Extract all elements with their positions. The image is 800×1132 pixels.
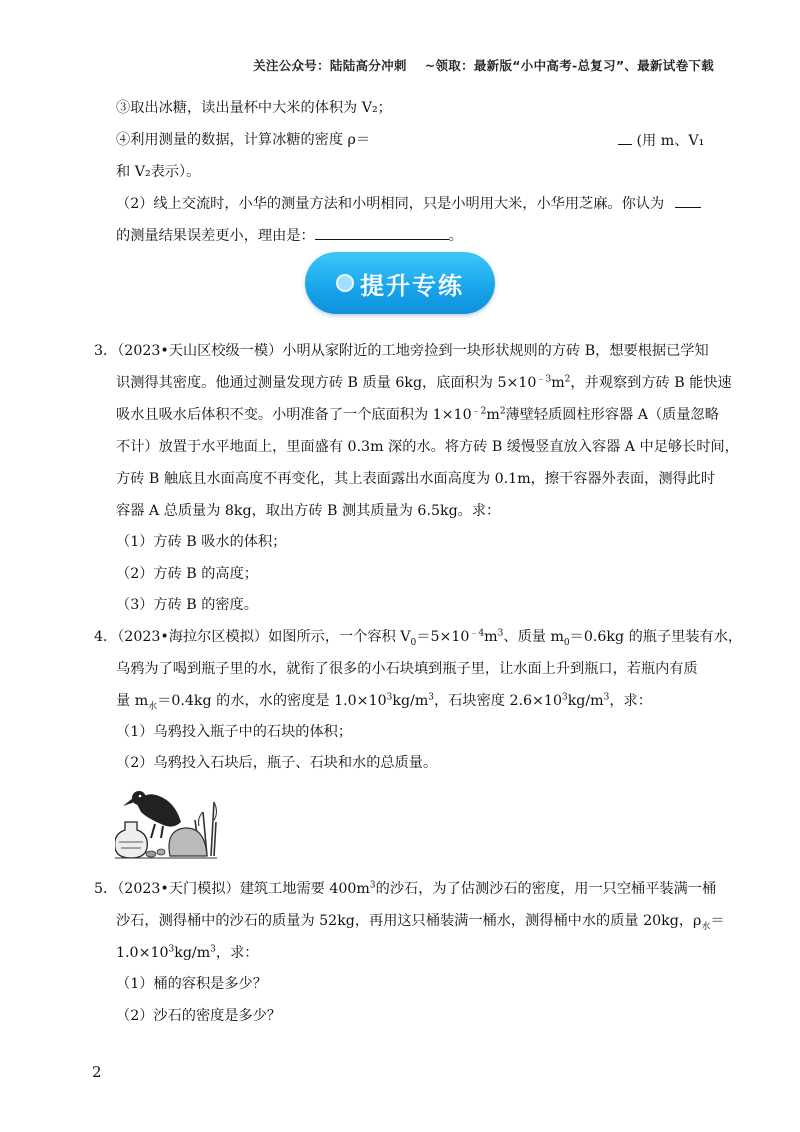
q4-sub2: （2）乌鸦投入石块后，瓶子、石块和水的总质量。 <box>116 755 438 771</box>
q3-sub1: （1）方砖 B 吸水的体积； <box>116 534 287 550</box>
q3-line5: 方砖 B 触底且水面高度不再变化，其上表面露出水面高度为 0.1m，擦干容器外表面，测得此时 <box>116 471 716 487</box>
bubble-icon <box>336 274 354 292</box>
q4-line1: 4．（2023•海拉尔区模拟）如图所示，一个容积 $V_0=5\times 10^{﹣4}m^3$、质量 $m_0=0.6kg$ 的瓶子里装有水， <box>94 628 743 648</box>
header-left: 关注公众号：陆陆高分冲刺 <box>253 58 407 73</box>
answer-blank[interactable] <box>618 130 632 145</box>
answer-blank[interactable] <box>675 193 701 208</box>
q5-line2: 沙石，测得桶中的沙石的质量为 52kg，再用这只桶装满一桶水，测得桶中水的质量 20kg，$\rho_水=$ <box>116 913 725 932</box>
q3-line6: 容器 A 总质量为 8kg，取出方砖 B 测其质量为 6.5kg。求： <box>116 503 501 519</box>
header-right: ~领取：最新版“小中高考-总复习”、最新试卷下载 <box>424 58 714 73</box>
q3-line1: 3．（2023•天山区校级一模）小明从家附近的工地旁捡到一块形状规则的方砖 B，想要根据已学知 <box>94 343 709 359</box>
q3-line4: 不计）放置于水平地面上，里面盛有 0.3m 深的水。将方砖 B 缓慢竖直放入容器 A 中足够长时间， <box>116 439 739 455</box>
q5-line1: 5．（2023•天门模拟）建筑工地需要 $400m^3$的沙石，为了估测沙石的密度，用一只空桶平装满一桶 <box>94 880 717 897</box>
q3-line3: 吸水且吸水后体积不变。小明准备了一个底面积为 $1\times 10^{﹣2}m^2$薄壁轻质圆柱形容器 A（质量忽略 <box>116 406 719 423</box>
crow-bottle-illustration <box>115 772 217 860</box>
banner-title: 提升专练 <box>360 271 464 300</box>
q3-line2: 识测得其密度。他通过测量发现方砖 B 质量 6kg，底面积为 $5\times 10^{﹣3}m^2$，并观察到方砖 B 能快速 <box>116 374 732 391</box>
q3-sub3: （3）方砖 B 的密度。 <box>116 597 258 613</box>
prev-part2-cont: 的测量结果误差更小，理由是： 。 <box>116 225 463 246</box>
q3-sub2: （2）方砖 B 的高度； <box>116 566 258 582</box>
q5-line3: $1.0\times 10^3kg/m^3$，求： <box>116 944 259 961</box>
q4-line3: 量 $m_水=0.4kg$ 的水，水的密度是 $1.0\times 10^3kg/m^3$，石块密度 $2.6\times 10^3kg/m^3$，求： <box>116 692 652 712</box>
q4-sub1: （1）乌鸦投入瓶子中的石块的体积； <box>116 724 353 740</box>
prev-step4: ④利用测量的数据，计算冰糖的密度 ρ＝ <box>116 132 371 148</box>
q5-sub1: （1）桶的容积是多少？ <box>116 976 267 992</box>
q5-sub2: （2）沙石的密度是多少？ <box>116 1008 282 1024</box>
answer-blank[interactable] <box>315 225 449 240</box>
prev-step4-tail: (用 m、V₁ <box>618 130 704 151</box>
prev-part2: （2）线上交流时，小华的测量方法和小明相同，只是小明用大米，小华用芝麻。你认为 <box>116 193 701 214</box>
page-number: 2 <box>92 1063 102 1081</box>
practice-banner <box>305 252 495 314</box>
prev-step3: ③取出冰糖，读出量杯中大米的体积为 V₂； <box>116 100 392 116</box>
q4-line2: 乌鸦为了喝到瓶子里的水，就衔了很多的小石块填到瓶子里，让水面上升到瓶口，若瓶内有质 <box>116 661 698 677</box>
page-header <box>253 56 714 74</box>
prev-step4-cont: 和 V₂表示）。 <box>116 164 201 180</box>
